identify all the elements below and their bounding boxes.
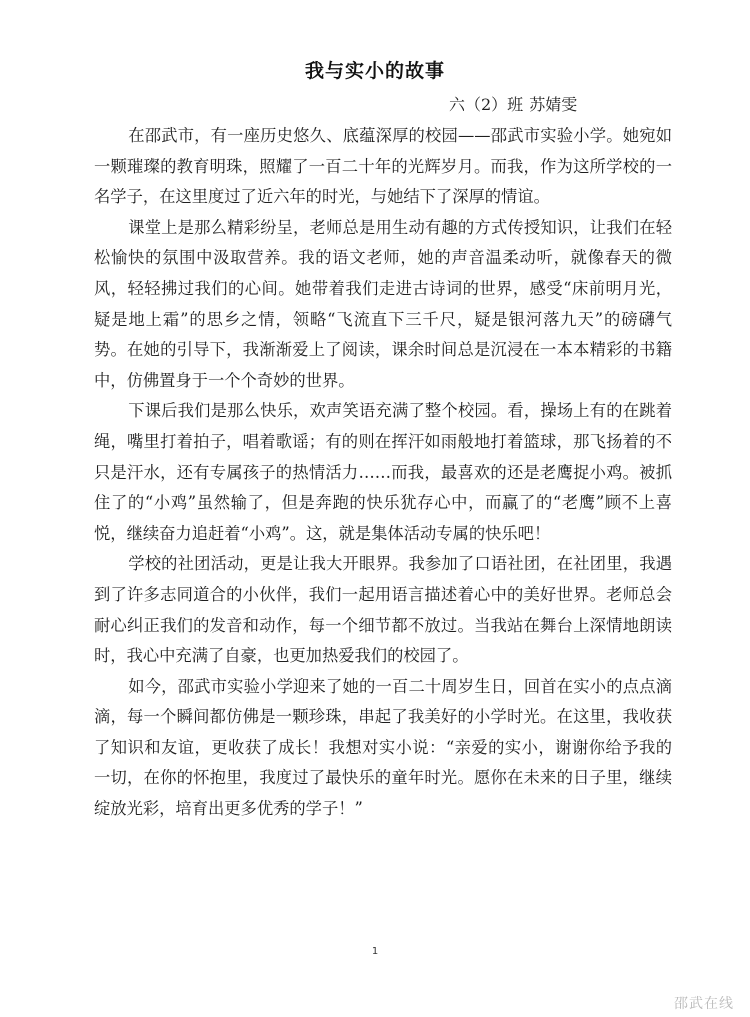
- watermark-text: 邵武在线: [674, 996, 734, 1012]
- author-name: 苏婧雯: [529, 95, 578, 114]
- essay-body: [94, 121, 672, 825]
- page-title: 我与实小的故事: [304, 60, 445, 82]
- paragraph-2: 课堂上是那么精彩纷呈，老师总是用生动有趣的方式传授知识，让我们在轻松愉快的氛围中汲取营养。我的语文老师，她的声音温柔动听，就像春天的微风，轻轻拂过我们的心间。她带着我们走进古诗词的世界，感受“床前明月光，疑是地上霜”的思乡之情，领略“飞流直下三千尺，疑是银河落九天”的磅礴气势。在她的引导下，我渐渐爱上了阅读，课余时间总是沉浸在一本本精彩的书籍中，仿佛置身于一个个奇妙的世界。: [94, 217, 672, 390]
- paragraph-1: 在邵武市，有一座历史悠久、底蕴深厚的校园——邵武市实验小学。她宛如一颗璀璨的教育明珠，照耀了一百二十年的光辉岁月。而我，作为这所学校的一名学子，在这里度过了近六年的时光，与她结下了深厚的情谊。: [94, 126, 672, 207]
- author-class: 六（2）班: [449, 95, 524, 114]
- paragraph-3: 下课后我们是那么快乐，欢声笑语充满了整个校园。看，操场上有的在跳着绳，嘴里打着拍子，唱着歌谣；有的则在挥汗如雨般地打着篮球，那飞扬着的不只是汗水，还有专属孩子的热情活力……而我，最喜欢的还是老鹰捉小鸡。被抓住了的“小鸡”虽然输了，但是奔跑的快乐犹存心中，而赢了的“老鹰”顾不上喜悦，继续奋力追赶着“小鸡”。这，就是集体活动专属的快乐吧！: [94, 401, 672, 543]
- author-byline: [449, 92, 577, 115]
- paragraph-5: 如今，邵武市实验小学迎来了她的一百二十周岁生日，回首在实小的点点滴滴，每一个瞬间都仿佛是一颗珍珠，串起了我美好的小学时光。在这里，我收获了知识和友谊，更收获了成长！我想对实小说：“亲爱的实小，谢谢你给予我的一切，在你的怀抱里，我度过了最快乐的童年时光。愿你在未来的日子里，继续绽放光彩，培育出更多优秀的学子！”: [94, 676, 672, 819]
- page-number: 1: [371, 946, 379, 957]
- paragraph-4: 学校的社团活动，更是让我大开眼界。我参加了口语社团，在社团里，我遇到了许多志同道合的小伙伴，我们一起用语言描述着心中的美好世界。老师总会耐心纠正我们的发音和动作，每一个细节都不放过。当我站在舞台上深情地朗读时，我心中充满了自豪，也更加热爱我们的校园了。: [94, 554, 672, 666]
